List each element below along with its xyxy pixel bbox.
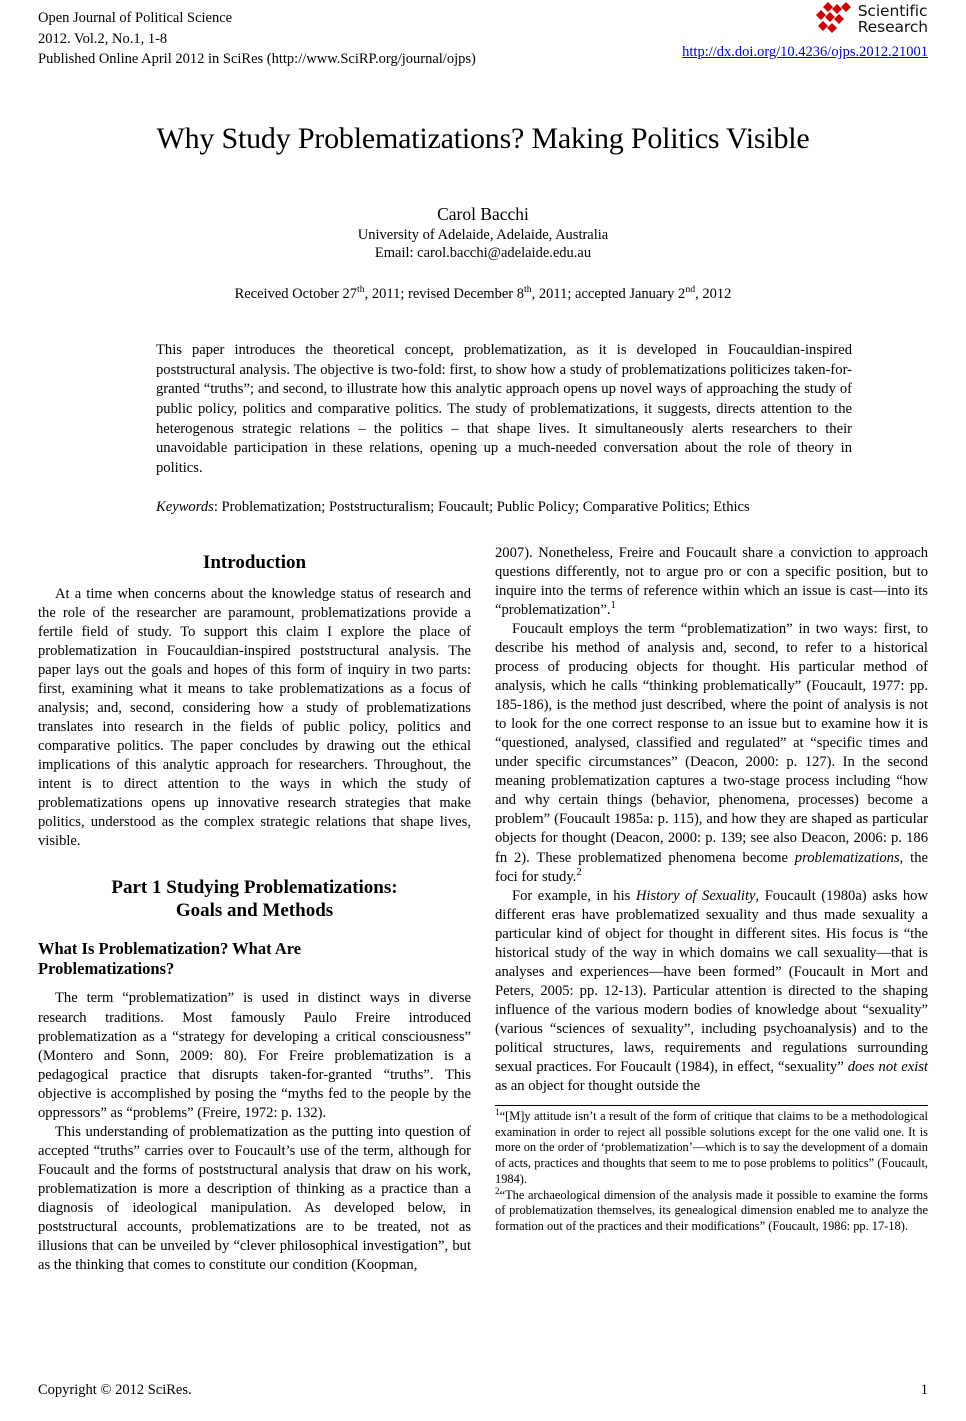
journal-issue: 2012. Vol.2, No.1, 1-8	[38, 30, 168, 47]
logo-line-2: Research	[857, 18, 928, 36]
paragraph-sexuality-a: For example, in his	[512, 887, 636, 904]
paragraph-history-of-sexuality	[495, 887, 928, 1096]
footnote-2-text: “The archaeological dimension of the analysis made it possible to examine the forms of problematization themselves, its genealogical dimension enabled me to analyze the formation out of the practices and their modifications” (Foucault, 1986: pp. 17-18).	[495, 1187, 928, 1234]
paragraph-intro-1: At a time when concerns about the knowledge status of research and the role of the researcher are paramount, problematizations provide a fertile field of study. To support this claim I explore the place of problematization in Foucauldian-inspired poststructural analysis. The paper lays out the goals and hopes of this form of inquiry in two parts: first, examining what it means to take problematizations as a focus of analysis; and, second, considering how a study of problematizations translates into research in the fields of public policy, politics and comparative politics. The paper concludes by drawing out the ethical implications of this analytic approach for researchers. Throughout, the intent is to direct attention to the ways in which the study of problematizations opens up innovative research strategies that make politics, understood as the complex strategic relations that shape lives, visible.	[38, 585, 471, 850]
footnote-1-text: “[M]y attitude isn’t a result of the form of critique that claims to be a methodological examination in order to reject all possible solutions except for the one valid one. It is more on the order of ‘problematization’—which is to say the development of a domain of acts, practices and thoughts that seem to me to pose problems to politics” (Foucault, 1984).	[495, 1108, 928, 1186]
heading-what-is-problematization	[38, 939, 471, 980]
subsection-line-2: Problematizations?	[38, 959, 175, 979]
phrase-does-not-exist: does not exist	[847, 1058, 928, 1075]
footnote-2-marker: 2	[495, 1185, 500, 1196]
received-ordinal-3: nd	[685, 284, 696, 296]
page-number: 1	[920, 1382, 928, 1398]
left-column	[38, 544, 471, 1275]
journal-published-line: Published Online April 2012 in SciRes (http://www.SciRP.org/journal/ojps)	[38, 51, 476, 68]
paragraph-two-meanings-b: , the foci for study.	[495, 849, 928, 885]
received-ordinal-2: th	[523, 284, 532, 296]
diamond-cluster-icon	[815, 2, 853, 36]
page-footer	[38, 1382, 928, 1399]
copyright-notice: Copyright © 2012 SciRes.	[38, 1382, 192, 1398]
journal-name: Open Journal of Political Science	[38, 10, 233, 26]
paragraph-two-meanings	[495, 620, 928, 886]
keywords-line	[156, 498, 852, 518]
footnote-ref-1[interactable]: 1	[610, 599, 616, 612]
article-title: Why Study Problematizations? Making Politics Visible	[156, 122, 810, 155]
heading-part-1-line-1: Part 1 Studying Problematizations:	[111, 877, 398, 899]
footnote-2	[495, 1185, 928, 1235]
footnotes-block	[495, 1105, 928, 1235]
paragraph-sexuality-b: , Foucault (1980a) asks how different eras have problematized sexuality and thus made sexuality a particular kind of object for thought in different sites. His focus is “the historical study of the way in which domains we call sexuality—that is analyses and experiences—have been formed” (Foucault in Mort and Peters, 2005: pp. 12-13). Particular attention is directed to the shaping influence of the various modern bodies of knowledge about “sexuality” (various “sciences of sexuality”, including psychoanalysis) and to the political structures, laws, requirements and regulations surrounding sexual practices. For Foucault (1984), in effect, “sexuality”	[495, 887, 928, 1075]
logo-wordmark	[858, 3, 928, 36]
book-title-history-of-sexuality: History of Sexuality	[635, 887, 756, 904]
paragraph-two-meanings-a: Foucault employs the term “problematization” in two ways: first, to describe his method of analysis and, second, to refer to a historical process of producing objects for thought. His particular method of analysis, which he calls “thinking problematically” (Foucault, 1977: pp. 185-186), is the method just described, where the point of analysis is not to look for the one correct response to an issue but to examine how it is “questioned, analysed, classified and regulated” at “specific times and under specific circumstances” (Deacon, 2000: p. 127). In the second meaning problematization captures a two-stage process including “how and why certain things (behavior, phenomena, processes) become a problem” (Foucault 1985a: p. 115), and how they are shaped as particular objects for thought (Deacon, 2000: p. 139; see also Deacon, 2006: p. 186 fn 2). These problematized phenomena become	[495, 621, 928, 866]
abstract-text: This paper introduces the theoretical concept, problematization, as it is developed in Foucauldian-inspired poststructural analysis. The objective is two-fold: first, to show how a study of problematizations politicizes taken-for-granted “truths”; and second, to illustrate how this analytic approach opens up novel ways of approaching the study of public policy, politics and comparative politics. The study of problematizations, it suggests, directs attention to the heterogenous strategic relations – the politics – that shape lives. It simultaneously alerts researchers to their unavoidable participation in these relations, opening up a much-needed conversation about the role of theory in politics.	[156, 342, 852, 476]
doi-link[interactable]: http://dx.doi.org/10.4236/ojps.2012.21001	[682, 44, 928, 60]
heading-part-1-line-2: Goals and Methods	[175, 900, 334, 922]
abstract-block	[156, 341, 852, 518]
paragraph-foucault-use: This understanding of problematization as the putting into question of accepted “truths” carries over to Foucault’s use of the term, although for Foucault and the forms of poststructural analysis that draw on his work, problematization is more a description of thinking as a practice than a diagnosis of ideological manipulation. As developed below, in poststructural accounts, problematizations are to be treated, not as illusions that can be unveiled by “clever philosophical investigation”, but as the thinking that comes to constitute our condition (Koopman,	[38, 1123, 471, 1273]
author-email: Email: carol.bacchi@adelaide.edu.au	[374, 245, 592, 261]
heading-part-1	[38, 876, 471, 922]
received-revised-accepted-line	[38, 286, 928, 303]
heading-introduction: Introduction	[202, 552, 307, 573]
received-mid-2: , 2011; accepted January 2	[531, 286, 686, 302]
footnote-ref-2[interactable]: 2	[576, 865, 582, 878]
logo-line-1: Scientific	[857, 1, 928, 20]
author-affiliation: University of Adelaide, Adelaide, Australia	[357, 227, 609, 243]
paragraph-sexuality-c: as an object for thought outside the	[495, 1077, 701, 1094]
paragraph-continued-koopman	[495, 544, 928, 620]
term-problematizations-italic: problematizations	[794, 849, 900, 866]
body-columns	[38, 544, 928, 1275]
author-block	[38, 204, 928, 262]
paragraph-continued-text: 2007). Nonetheless, Freire and Foucault share a conviction to approach questions differently, not to argue pro or con a specific position, but to inquire into the terms of reference within which an issue is cast—into its “problematization”.	[495, 545, 928, 619]
masthead	[38, 0, 928, 74]
author-name: Carol Bacchi	[437, 204, 529, 224]
keywords-label: Keywords	[156, 499, 214, 516]
received-pre: Received October 27	[234, 286, 357, 302]
keywords-value: : Problematization; Poststructuralism; Foucault; Public Policy; Comparative Politics; Ethics	[213, 499, 750, 516]
scientific-research-logo	[815, 2, 928, 36]
received-post: , 2012	[695, 286, 732, 302]
subsection-line-1: What Is Problematization? What Are	[38, 938, 302, 958]
received-ordinal-1: th	[356, 284, 365, 296]
paragraph-term-definition: The term “problematization” is used in distinct ways in diverse research traditions. Most famously Paulo Freire introduced problematization as a “strategy for developing a critical consciousness” (Montero and Sonn, 2009: 80). For Freire problematization is a pedagogical practice that disrupts taken-for-granted “truths”. This objective is accomplished by posing the “myths fed to the people by the oppressors” as “problems” (Freire, 1972: p. 132).	[38, 990, 471, 1121]
footnote-1-marker: 1	[495, 1106, 500, 1117]
footnote-1	[495, 1106, 928, 1188]
received-mid-1: , 2011; revised December 8	[364, 286, 524, 302]
right-column	[495, 544, 928, 1275]
